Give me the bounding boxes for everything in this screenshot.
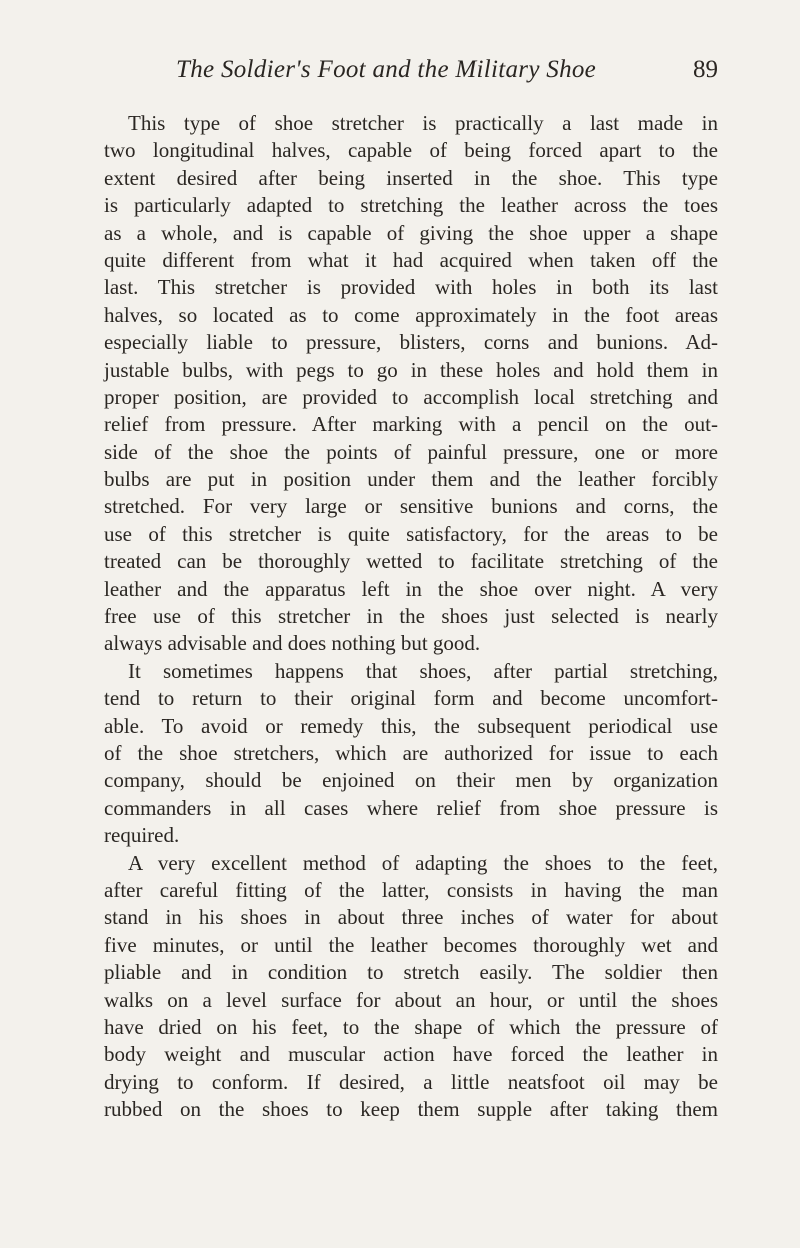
text-line: tend to return to their original form and become uncomfort- <box>104 686 718 711</box>
text-line: body weight and muscular action have forced the leather in <box>104 1042 718 1067</box>
text-line: commanders in all cases where relief from shoe pressure is <box>104 795 718 820</box>
text-line: always advisable and does nothing but good. <box>104 631 481 656</box>
text-line: of the shoe stretchers, which are authorized for issue to each <box>104 740 718 765</box>
text-line: This type of shoe stretcher is practically a last made in <box>128 111 718 135</box>
text-line: required. <box>104 823 180 848</box>
text-line: have dried on his feet, to the shape of which the pressure of <box>104 1014 718 1039</box>
text-line: especially liable to pressure, blisters, corns and bunions. Ad- <box>104 330 718 355</box>
running-title: The Soldier's Foot and the Military Shoe <box>176 56 597 83</box>
text-line: treated can be thoroughly wetted to facilitate stretching of the <box>104 549 718 574</box>
text-line: bulbs are put in position under them and the leather forcibly <box>104 467 718 492</box>
text-line: is particularly adapted to stretching the leather across the toes <box>104 193 718 218</box>
page-number: 89 <box>693 56 718 83</box>
text-line: use of this stretcher is quite satisfactory, for the areas to be <box>104 521 718 546</box>
text-line: leather and the apparatus left in the shoe over night. A very <box>104 576 718 601</box>
text-line: extent desired after being inserted in the shoe. This type <box>104 165 718 190</box>
text-line: five minutes, or until the leather becomes thoroughly wet and <box>104 932 718 957</box>
text-line: free use of this stretcher in the shoes just selected is nearly <box>104 604 718 629</box>
text-line: last. This stretcher is provided with holes in both its last <box>104 275 718 300</box>
text-line: It sometimes happens that shoes, after partial stretching, <box>128 658 718 683</box>
text-line: halves, so located as to come approximately in the foot areas <box>104 302 718 327</box>
text-line: company, should be enjoined on their men by organization <box>104 768 718 793</box>
text-line: able. To avoid or remedy this, the subsequent periodical use <box>104 713 718 738</box>
text-line: two longitudinal halves, capable of being forced apart to the <box>104 138 718 163</box>
text-line: pliable and in condition to stretch easily. The soldier then <box>104 960 718 985</box>
body-text <box>104 110 718 1123</box>
text-line: as a whole, and is capable of giving the shoe upper a shape <box>104 220 718 245</box>
text-line: side of the shoe the points of painful pressure, one or more <box>104 439 718 464</box>
text-line: rubbed on the shoes to keep them supple after taking them <box>104 1097 718 1122</box>
text-line: justable bulbs, with pegs to go in these holes and hold them in <box>104 357 718 382</box>
text-line: A very excellent method of adapting the shoes to the feet, <box>128 850 718 875</box>
text-line: drying to conform. If desired, a little neatsfoot oil may be <box>104 1069 718 1094</box>
text-line: proper position, are provided to accomplish local stretching and <box>104 384 718 409</box>
text-line: relief from pressure. After marking with a pencil on the out- <box>104 412 718 437</box>
text-line: stand in his shoes in about three inches of water for about <box>104 905 718 930</box>
text-line: walks on a level surface for about an hour, or until the shoes <box>104 987 718 1012</box>
text-line: quite different from what it had acquired when taken off the <box>104 247 718 272</box>
running-head <box>104 56 718 96</box>
text-line: stretched. For very large or sensitive bunions and corns, the <box>104 494 718 519</box>
text-line: after careful fitting of the latter, consists in having the man <box>104 877 718 902</box>
